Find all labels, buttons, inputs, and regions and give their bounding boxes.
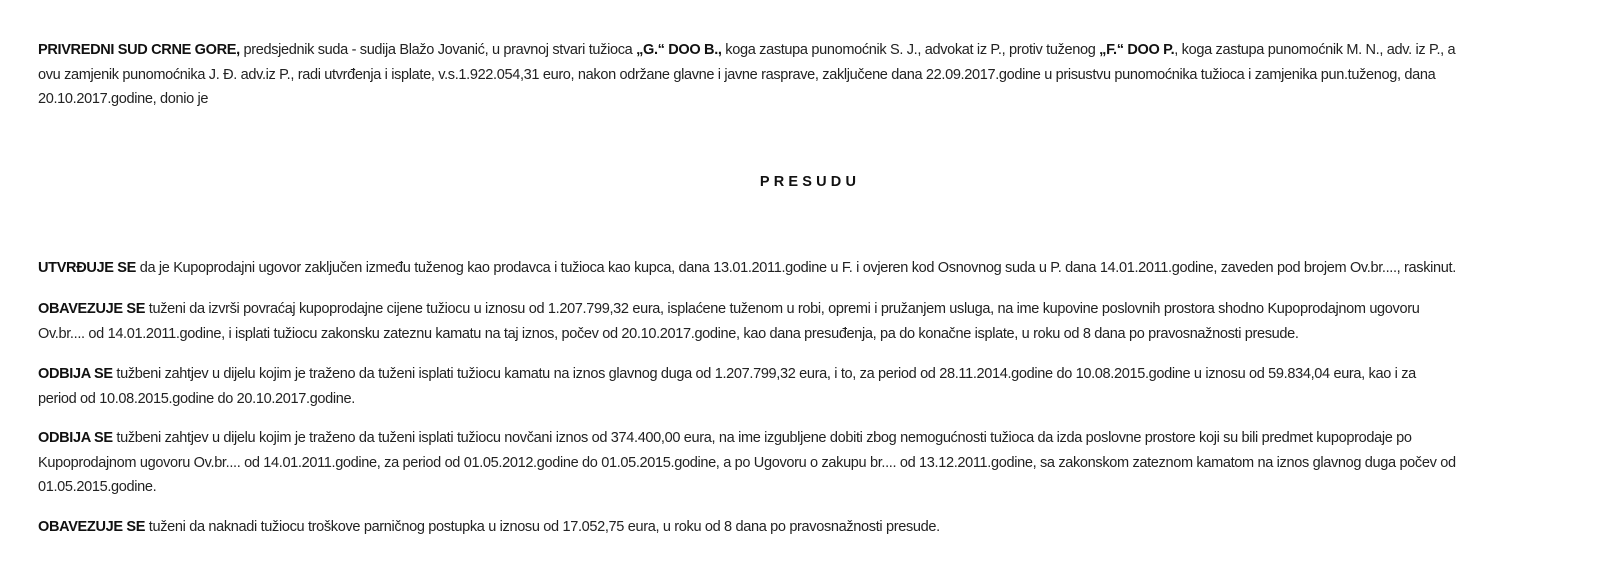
paragraph-line: Ov.br.... od 14.01.2011.godine, i isplati tužiocu zakonsku zateznu kamatu na taj iznos, počev od 20.10.2017.godine, kao dana presuđenja, pa do konačne isplate, u roku od 8 dana po pravosnažnosti presude. (38, 325, 1299, 342)
verdict-paragraph-rejects-lost-profit (38, 426, 1598, 500)
paragraph-line: 01.05.2015.godine. (38, 479, 157, 495)
paragraph-lead: UTVRĐUJE SE (38, 260, 137, 276)
intro-paragraph (38, 38, 1598, 112)
paragraph-text: da je Kupoprodajni ugovor zaključen između tuženog kao prodavca i tužioca kao kupca, dana 13.01.2011.godine u F. i ovjeren kod Osnovnog suda u P. dana 14.01.2011.godine, zaveden pod brojem Ov.br...., raskinut. (136, 260, 1456, 276)
intro-line-1 (38, 38, 1593, 63)
paragraph-text: tuženi da izvrši povraćaj kupoprodajne cijene tužiocu u iznosu od 1.207.799,32 eura, isplaćene tuženom u robi, opremi i pružanjem usluga, na ime kupovine poslovnih prostora shodno Kupoprodajnom ugovoru (145, 301, 1420, 317)
paragraph-lead: ODBIJA SE (38, 430, 113, 446)
paragraph-text: tužbeni zahtjev u dijelu kojim je traženo da tuženi isplati tužiocu novčani iznos od 374.400,00 eura, na ime izgubljene dobiti zbog nemogućnosti tužioca da izda poslovne prostore koji su bili predmet kupoprodaje po (112, 430, 1412, 446)
paragraph-text: tužbeni zahtjev u dijelu kojim je traženo da tuženi isplati tužiocu kamatu na iznos glavnog duga od 1.207.799,32 eura, i to, za period od 28.11.2014.godine do 10.08.2015.godine u iznosu od 59.834,04 eura, kao i za (112, 366, 1416, 382)
intro-text-b: koga zastupa punomoćnik S. J., advokat iz P., protiv tuženog (721, 42, 1100, 58)
paragraph-line (38, 426, 1593, 451)
court-name: PRIVREDNI SUD CRNE GORE, (38, 42, 240, 58)
verdict-paragraph-obliges-costs (38, 515, 1598, 540)
plaintiff-name: „G.“ DOO B., (636, 42, 722, 58)
verdict-paragraph-obliges-refund (38, 297, 1598, 346)
paragraph-line (38, 256, 1593, 281)
verdict-paragraph-rejects-interest (38, 362, 1598, 411)
paragraph-line (38, 515, 1593, 540)
paragraph-line: Kupoprodajnom ugovoru Ov.br.... od 14.01.2011.godine, za period od 01.05.2012.godine do 01.05.2015.godine, a po Ugovoru o zakupu br.... od 13.12.2011.godine, sa zakonskom zateznom kamatom na iznos glavnog duga počev od (38, 454, 1456, 471)
paragraph-line (38, 362, 1593, 387)
paragraph-line (38, 297, 1593, 322)
intro-text-c: , koga zastupa punomoćnik M. N., adv. iz P., a (1174, 42, 1456, 58)
intro-line-2: ovu zamjenik punomoćnika J. Đ. adv.iz P., radi utvrđenja i isplate, v.s.1.922.054,31 euro, nakon održane glavne i javne rasprave, zaključene dana 22.09.2017.godine u prisustvu punomoćnika tužioca i zamjenika pun.tuženog, dana (38, 66, 1436, 83)
verdict-title: PRESUDU (759, 174, 861, 190)
intro-line-3: 20.10.2017.godine, donio je (38, 91, 209, 107)
paragraph-lead: OBAVEZUJE SE (38, 301, 146, 317)
paragraph-lead: ODBIJA SE (38, 366, 113, 382)
intro-text-a: predsjednik suda - sudija Blažo Jovanić, u pravnoj stvari tužioca (239, 42, 637, 58)
paragraph-line: period od 10.08.2015.godine do 20.10.2017.godine. (38, 390, 355, 407)
verdict-paragraph-establishes (38, 256, 1598, 281)
paragraph-text: tuženi da naknadi tužiocu troškove parničnog postupka u iznosu od 17.052,75 eura, u roku od 8 dana po pravosnažnosti presude. (145, 519, 940, 535)
defendant-name: „F.“ DOO P. (1099, 42, 1175, 58)
paragraph-lead: OBAVEZUJE SE (38, 519, 146, 535)
